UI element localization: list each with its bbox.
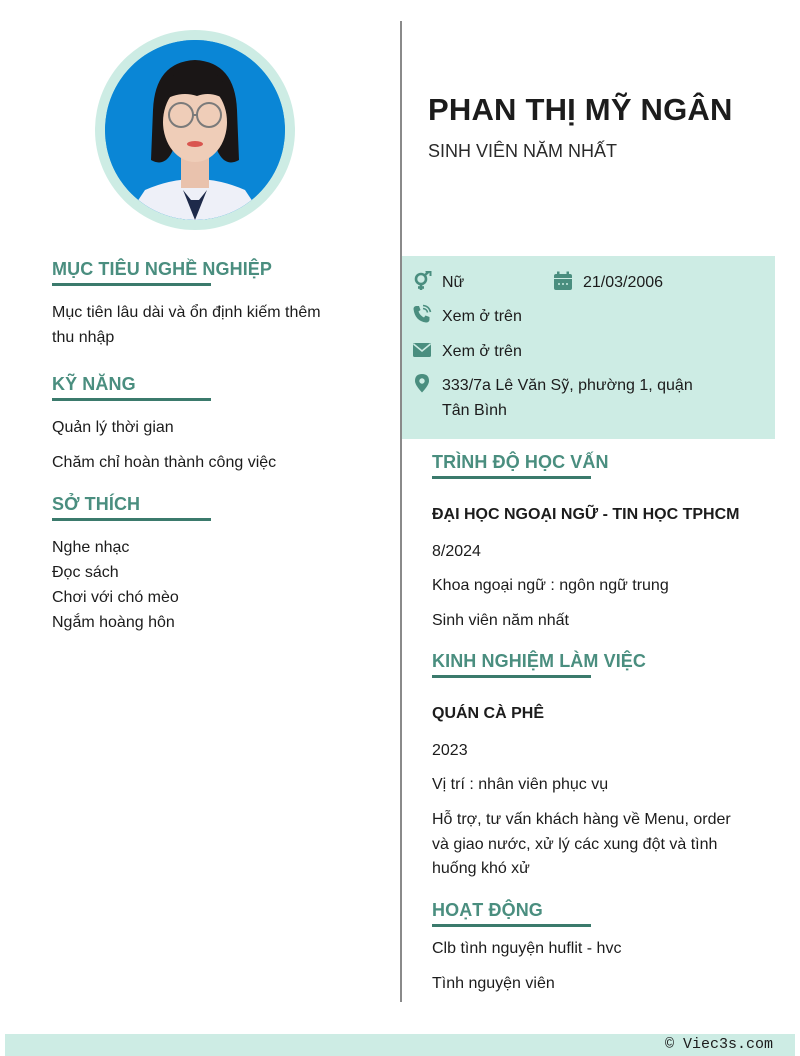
activity-item: Clb tình nguyện huflit - hvc xyxy=(432,940,622,957)
hobby-item: Ngắm hoàng hôn xyxy=(52,614,175,631)
avatar xyxy=(105,40,285,220)
birthday-value: 21/03/2006 xyxy=(583,274,664,291)
objective-text-line1: Mục tiên lâu dài và ổn định kiếm thêm xyxy=(52,304,321,321)
experience-desc-line: Hỗ trợ, tư vấn khách hàng về Menu, order xyxy=(432,811,731,828)
objective-title: MỤC TIÊU NGHỀ NGHIỆP xyxy=(52,259,273,279)
column-divider xyxy=(400,21,402,1002)
skills-underline xyxy=(52,398,211,401)
portrait-photo xyxy=(105,40,285,220)
education-date: 8/2024 xyxy=(432,543,481,560)
objective-underline xyxy=(52,283,211,286)
activity-item: Tình nguyện viên xyxy=(432,975,555,992)
activities-underline xyxy=(432,924,591,927)
education-title: TRÌNH ĐỘ HỌC VẤN xyxy=(432,452,609,472)
location-icon xyxy=(412,373,432,393)
education-major: Khoa ngoại ngữ : ngôn ngữ trung xyxy=(432,577,669,594)
gender-value: Nữ xyxy=(442,274,465,291)
hobbies-title: SỞ THÍCH xyxy=(52,494,141,514)
skills-title: KỸ NĂNG xyxy=(52,374,136,394)
hobby-item: Chơi với chó mèo xyxy=(52,589,179,606)
hobby-item: Đọc sách xyxy=(52,564,119,581)
email-icon xyxy=(412,340,432,360)
education-note: Sinh viên năm nhất xyxy=(432,612,569,629)
phone-icon xyxy=(412,304,432,324)
experience-title: KINH NGHIỆM LÀM VIỆC xyxy=(432,651,647,671)
footer-copyright: © Viec3s.com xyxy=(664,1036,773,1053)
experience-underline xyxy=(432,675,591,678)
address-line1: 333/7a Lê Văn Sỹ, phường 1, quận xyxy=(442,377,693,394)
experience-position: Vị trí : nhân viên phục vụ xyxy=(432,776,609,793)
activities-title: HOẠT ĐỘNG xyxy=(432,900,543,920)
education-school: ĐẠI HỌC NGOẠI NGỮ - TIN HỌC TPHCM xyxy=(432,506,740,523)
avatar-ring xyxy=(95,30,295,230)
skill-item: Quản lý thời gian xyxy=(52,419,174,436)
contact-info-box xyxy=(402,256,775,439)
experience-desc-line: và giao nước, xử lý các xung đột và tình xyxy=(432,836,718,853)
footer-bar xyxy=(5,1034,795,1056)
experience-company: QUÁN CÀ PHÊ xyxy=(432,705,545,722)
candidate-role: SINH VIÊN NĂM NHẤT xyxy=(428,141,618,161)
hobbies-underline xyxy=(52,518,211,521)
email-value: Xem ở trên xyxy=(442,343,522,360)
phone-value: Xem ở trên xyxy=(442,308,522,325)
experience-year: 2023 xyxy=(432,742,468,759)
education-underline xyxy=(432,476,591,479)
skill-item: Chăm chỉ hoàn thành công việc xyxy=(52,454,277,471)
experience-desc-line: huống khó xử xyxy=(432,860,530,877)
calendar-icon xyxy=(553,271,573,291)
gender-icon xyxy=(412,271,432,291)
hobby-item: Nghe nhạc xyxy=(52,539,130,556)
objective-text-line2: thu nhập xyxy=(52,329,115,346)
address-line2: Tân Bình xyxy=(442,402,507,419)
candidate-name: PHAN THỊ MỸ NGÂN xyxy=(428,92,733,127)
